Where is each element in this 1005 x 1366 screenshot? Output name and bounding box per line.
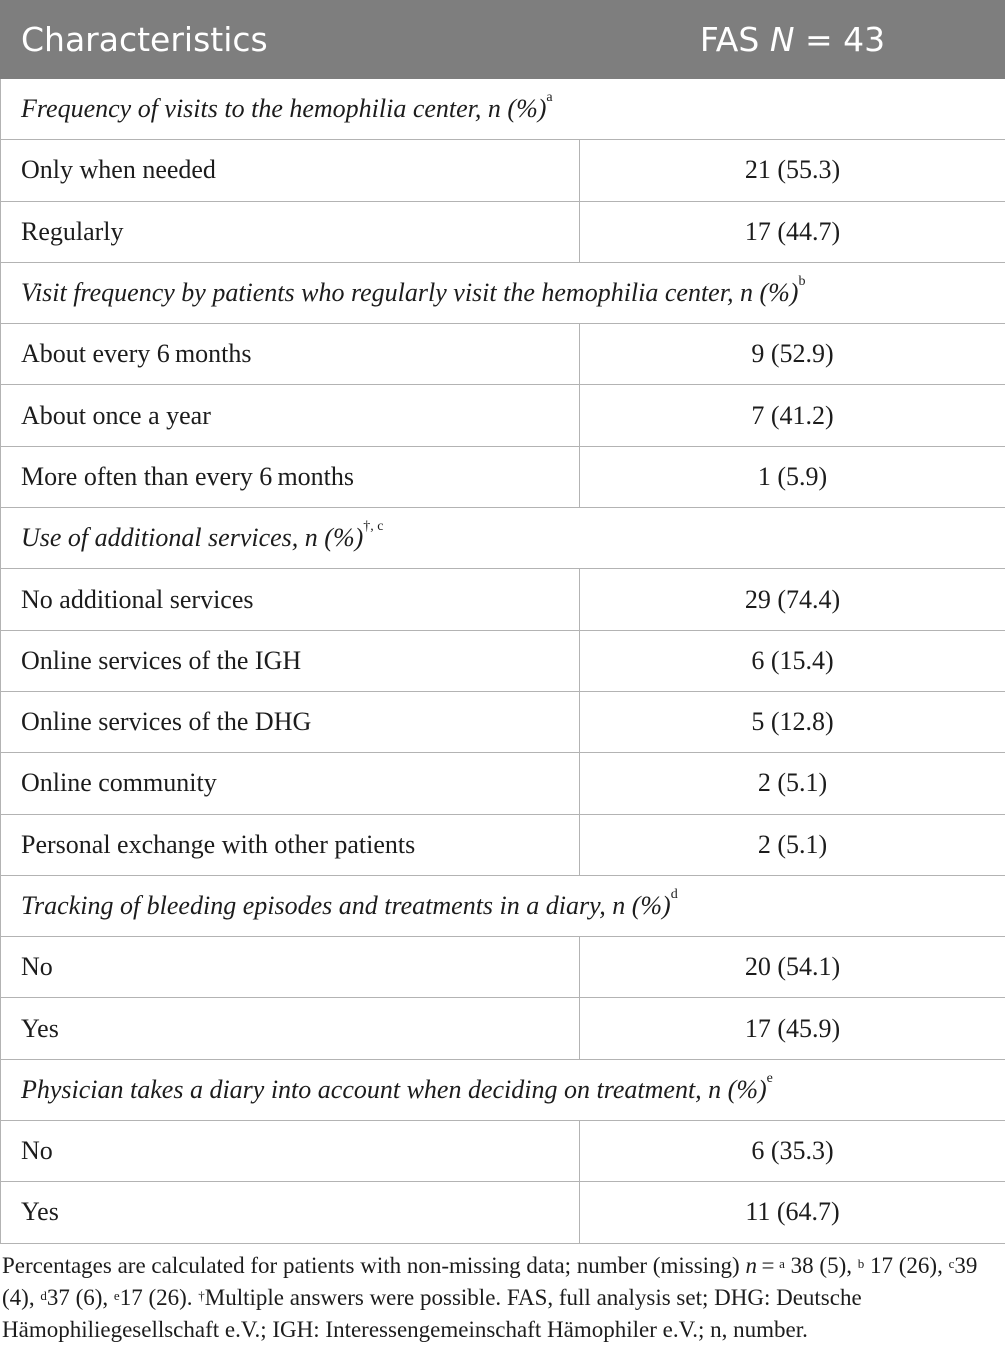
- header-row: [1, 1, 1005, 79]
- row-value: 29 (74.4): [580, 569, 1005, 630]
- table-row: [1, 753, 1005, 814]
- footnote-marker-dagger: †: [198, 1288, 205, 1303]
- section-row: [1, 508, 1005, 569]
- section-footnote-marker: d: [670, 887, 678, 902]
- header-fas: [580, 1, 1005, 79]
- table-row: [1, 1121, 1005, 1182]
- section-footnote-marker: b: [798, 274, 806, 290]
- table-row: [1, 937, 1005, 998]
- table-row: [1, 140, 1005, 201]
- row-label: Yes: [1, 1182, 580, 1243]
- row-label: Yes: [1, 998, 580, 1059]
- section-row: [1, 262, 1005, 323]
- row-label: About every 6 months: [1, 324, 580, 385]
- footnote-rest: Multiple answers were possible. FAS, full analysis set; DHG: Deutsche Hämophiliegesellschaft e.V.; IGH: Interessengemeinschaft Hämophiler e.V.; n, number.: [2, 1285, 862, 1342]
- footnote-value-e: 17 (26).: [119, 1285, 199, 1310]
- section-title: [1, 262, 1005, 323]
- row-label: Only when needed: [1, 140, 580, 201]
- row-value: 1 (5.9): [580, 446, 1005, 507]
- row-label: Online services of the IGH: [1, 630, 580, 691]
- section-footnote-marker: a: [546, 90, 553, 106]
- table-row: [1, 385, 1005, 446]
- footnote-marker-b: b: [857, 1256, 865, 1271]
- section-title-text: Tracking of bleeding episodes and treatments in a diary, n (%): [21, 891, 671, 920]
- row-value: 5 (12.8): [580, 691, 1005, 752]
- section-title: [1, 508, 1005, 569]
- section-title: [1, 1059, 1005, 1120]
- row-label: No: [1, 937, 580, 998]
- row-value: 7 (41.2): [580, 385, 1005, 446]
- footnote-eq: =: [756, 1253, 780, 1278]
- table-row: [1, 201, 1005, 262]
- footnote-value-c: 39 (4),: [2, 1253, 978, 1310]
- section-title: [1, 79, 1005, 140]
- table-row: [1, 324, 1005, 385]
- row-label: Online services of the DHG: [1, 691, 580, 752]
- header-fas-n: N: [769, 20, 795, 59]
- row-value: 17 (44.7): [580, 201, 1005, 262]
- table-body: [1, 79, 1005, 1244]
- section-title-text: Frequency of visits to the hemophilia center, n (%): [21, 94, 547, 124]
- table-row: [1, 630, 1005, 691]
- row-value: 6 (35.3): [580, 1121, 1005, 1182]
- row-value: 20 (54.1): [580, 937, 1005, 998]
- table-row: [1, 569, 1005, 630]
- footnote-value-a: 38 (5),: [784, 1253, 858, 1278]
- row-label: Online community: [1, 753, 580, 814]
- footnote-marker-c: c: [948, 1256, 955, 1271]
- row-label: No additional services: [1, 569, 580, 630]
- row-value: 21 (55.3): [580, 140, 1005, 201]
- table-row: [1, 998, 1005, 1059]
- footnote-value-b: 17 (26),: [864, 1253, 949, 1278]
- section-row: [1, 875, 1005, 936]
- section-row: [1, 1059, 1005, 1120]
- row-label: Regularly: [1, 201, 580, 262]
- footnote-marker-d: d: [40, 1288, 47, 1303]
- section-title-text: Use of additional services, n (%): [21, 523, 364, 553]
- row-label: No: [1, 1121, 580, 1182]
- row-value: 17 (45.9): [580, 998, 1005, 1059]
- table-row: [1, 1182, 1005, 1243]
- footnote-text: Percentages are calculated for patients with non-missing data; number (missing): [2, 1253, 746, 1278]
- section-footnote-marker: †, c: [363, 519, 384, 535]
- row-value: 2 (5.1): [580, 753, 1005, 814]
- footnote-value-d: 37 (6),: [46, 1285, 114, 1310]
- row-value: 6 (15.4): [580, 630, 1005, 691]
- footnote-n: n: [745, 1253, 757, 1278]
- section-title-text: Physician takes a diary into account when deciding on treatment, n (%): [21, 1074, 767, 1104]
- section-footnote-marker: e: [766, 1070, 773, 1086]
- section-title-text: Visit frequency by patients who regularly visit the hemophilia center, n (%): [21, 278, 799, 308]
- row-value: 11 (64.7): [580, 1182, 1005, 1243]
- row-label: More often than every 6 months: [1, 446, 580, 507]
- row-value: 9 (52.9): [580, 324, 1005, 385]
- row-label: Personal exchange with other patients: [1, 814, 580, 875]
- footnote-marker-e: e: [113, 1288, 120, 1303]
- table-header: [1, 1, 1005, 79]
- table-row: [1, 814, 1005, 875]
- table-footnote: [2, 1250, 1002, 1346]
- section-title: [1, 875, 1005, 936]
- header-characteristics: Characteristics: [1, 1, 580, 79]
- row-label: About once a year: [1, 385, 580, 446]
- footnote-marker-a: a: [779, 1256, 785, 1271]
- table-row: [1, 446, 1005, 507]
- row-value: 2 (5.1): [580, 814, 1005, 875]
- header-fas-suffix: = 43: [794, 20, 886, 59]
- header-fas-prefix: FAS: [699, 20, 770, 59]
- section-row: [1, 79, 1005, 140]
- table-row: [1, 691, 1005, 752]
